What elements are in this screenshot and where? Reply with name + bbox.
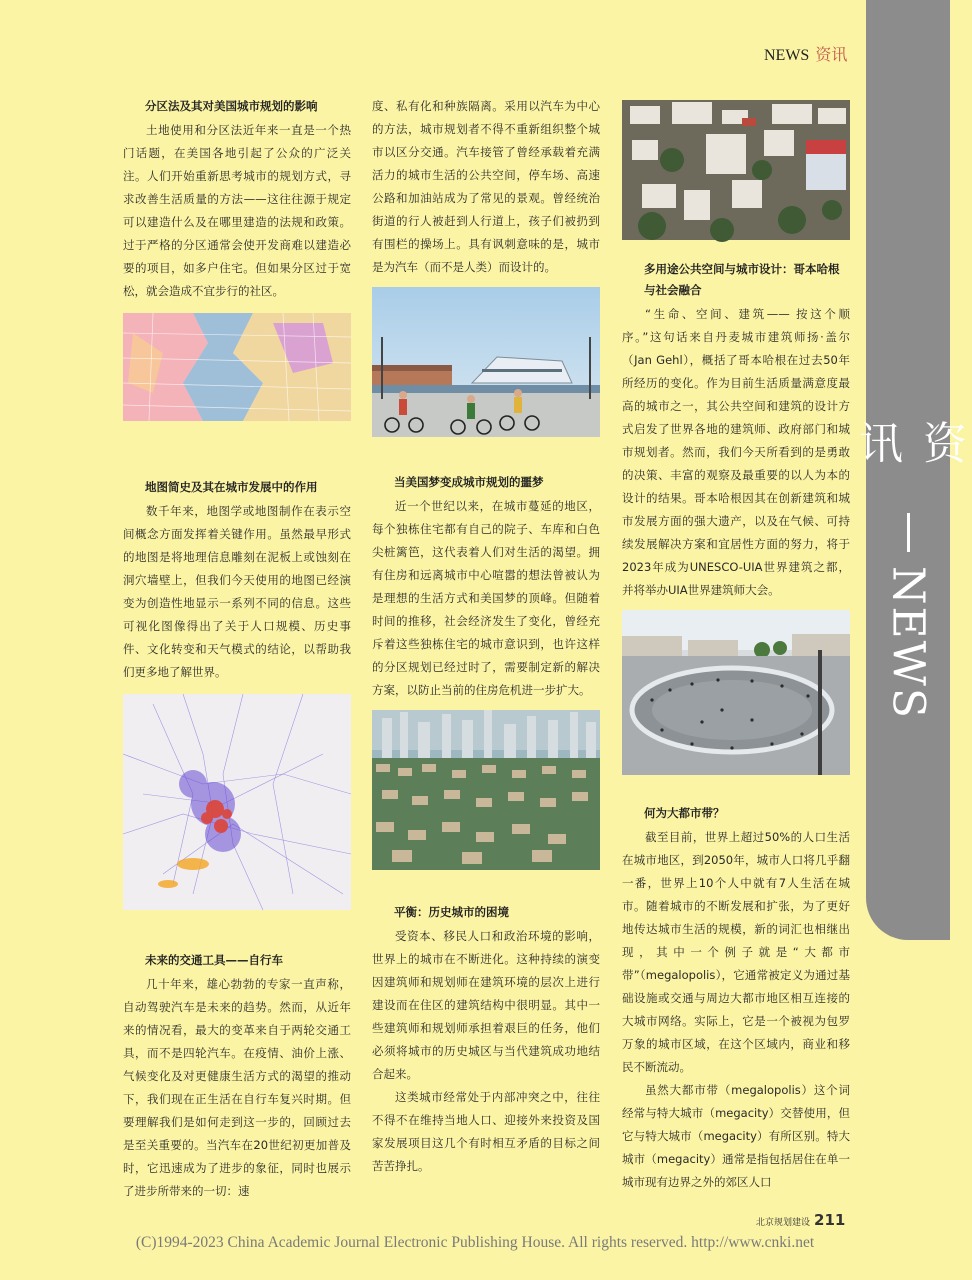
section-body: 几十年来，雄心勃勃的专家一直声称，自动驾驶汽车是未来的趋势。然而，从近年来的情况看，最大的变革来自于两轮交通工具，而不是四轮汽车。在疫情、油价上涨、气候变化及对更健康生活方式的渴望的推动下，我们现在正生活在自行车复兴时期。但要理解我们是如何走到这一步的，回顾过去是至关重要的。当汽车在20世纪初更加普及时，它迅速成为了进步的象征，同时也展示了进步所带来的一切：速 [123,977,351,1198]
city-aerial-photo [372,710,600,870]
page-number: 211 [814,1211,846,1229]
journal-name: 北京规划建设 [756,1218,811,1228]
section-body: 度、私有化和种族隔离。采用以汽车为中心的方法，城市规划者不得不重新组织整个城市以区分交通。汽车接管了曾经承载着充满活力的城市生活的公共空间，停车场、高速公路和加油站成为了常见的景观。曾经统治街道的行人被赶到人行道上，孩子们被扔到有围栏的操场上。具有讽刺意味的是，城市是为汽车（而不是人类）而设计的。 [372,99,600,274]
section-body: 这类城市经常处于内部冲突之中，往往不得不在维持当地人口、迎接外来投资及国家发展项目这几个有时相互矛盾的目标之间苦苦挣扎。 [372,1090,600,1173]
transit-map-image [123,694,351,910]
section-title: 何为大都市带？ [644,806,725,820]
side-tab-divider [907,513,910,552]
section-body: 受资本、移民人口和政治环境的影响，世界上的城市在不断进化。这种持续的演变因建筑师和规划师在建筑环境的层次上进行建设而在住区的建筑结构中很明显。其中一些建筑师和规划师承担着艰巨的任务，他们必须将城市的历史城区与当代建筑成功地结合起来。 [372,929,600,1081]
section-body: 数千年来，地图学或地图制作在表示空间概念方面发挥着关键作用。虽然最早形式的地图是将地理信息雕刻在泥板上或蚀刻在洞穴墙壁上，但我们今天使用的地图已经演变为创造性地显示一系列不同的信息。这些可视化图像得出了关于人口规模、历史事件、文化转变和天气模式的结论，以帮助我们更多地了解世界。 [123,504,351,679]
section-body: “生命、空间、建筑—— 按这个顺序。”这句话来自丹麦城市建筑师扬·盖尔（Jan Gehl），概括了哥本哈根在过去50年所经历的变化。作为目前生活质量满意度最高的城市之一，其公共空间和建筑的设计方式启发了世界各地的建筑师、政府部门和城市规划者。然而，我们今天所看到的是勇敢的决策、丰富的观察及最重要的以人为本的设计的结果。哥本哈根因其在创新建筑和城市发展方面的强大遗产，以及在气候、可持续发展解决方案和宜居性方面的努力，将于2023年成为UNESCO-UIA世界建筑之都，并将举办UIA世界建筑师大会。 [622,307,850,597]
section-title: 平衡：历史城市的困境 [394,905,509,919]
copenhagen-rooftops-photo [622,100,850,240]
section-title: 当美国梦变成城市规划的噩梦 [394,475,544,489]
column-3 [622,100,850,1194]
column-1 [123,96,351,1203]
section-title: 多用途公共空间与城市设计：哥本哈根与社会融合 [644,262,840,297]
page-footer [756,1211,845,1229]
section-body: 近一个世纪以来，在城市蔓延的地区，每个独栋住宅都有自己的院子、车库和白色尖桩篱笆，这代表着人们对生活的渴望。拥有住房和远离城市中心喧嚣的想法曾被认为是理想的生活方式和美国梦的顶峰。但随着时间的推移，社会经济发生了变化，曾经充斥着这些独栋住宅的城市意识到，也许这样的分区规划已经过时了，需要制定新的解决方案，以防止当前的住房危机进一步扩大。 [372,499,600,697]
column-2 [372,95,600,1178]
side-tab-en: NEWS [882,566,934,720]
side-tab-zh: 资讯 [851,420,966,466]
copyright-notice: (C)1994-2023 China Academic Journal Electronic Publishing House. All rights reserved. http://www.cnki.net [135,1234,815,1251]
header-zh: 资讯 [815,47,848,64]
section-body: 土地使用和分区法近年来一直是一个热门话题，在美国各地引起了公众的广泛关注。人们开始重新思考城市的规划方式，寻求改善生活质量的方法——这往往源于规定可以建造什么及在哪里建造的法规和政策。过于严格的分区通常会使开发商难以建造必要的项目，如多户住宅。但如果分区过于宽松，就会造成不宜步行的社区。 [123,123,351,298]
section-title: 未来的交通工具——自行车 [145,953,283,967]
page-header [764,42,847,65]
section-title: 分区法及其对美国城市规划的影响 [145,99,318,113]
public-square-photo [622,610,850,775]
side-tab-label [851,420,966,720]
zoning-map-image [123,313,351,421]
header-en: NEWS [764,47,810,64]
section-body: 虽然大都市带（megalopolis）这个词经常与特大城市（megacity）交替使用，但它与特大城市（megacity）有所区别。特大城市（megacity）通常是指包括居住在单一城市现有边界之外的郊区人口 [622,1083,850,1189]
section-title: 地图简史及其在城市发展中的作用 [145,480,318,494]
cyclists-photo [372,287,600,437]
section-body: 截至目前，世界上超过50%的人口生活在城市地区，到2050年，城市人口将几乎翻一番，世界上10个人中就有7人生活在城市。随着城市的不断发展和扩张，为了更好地传达城市生活的规模，新的词汇也相继出现，其中一个例子就是“大都市带”（megalopolis），它通常被定义为通过基础设施或交通与周边大都市地区相互连接的大城市网络。实际上，它是一个被视为包罗万象的城市区域，在这个区域内，商业和移民不断流动。 [622,830,850,1074]
